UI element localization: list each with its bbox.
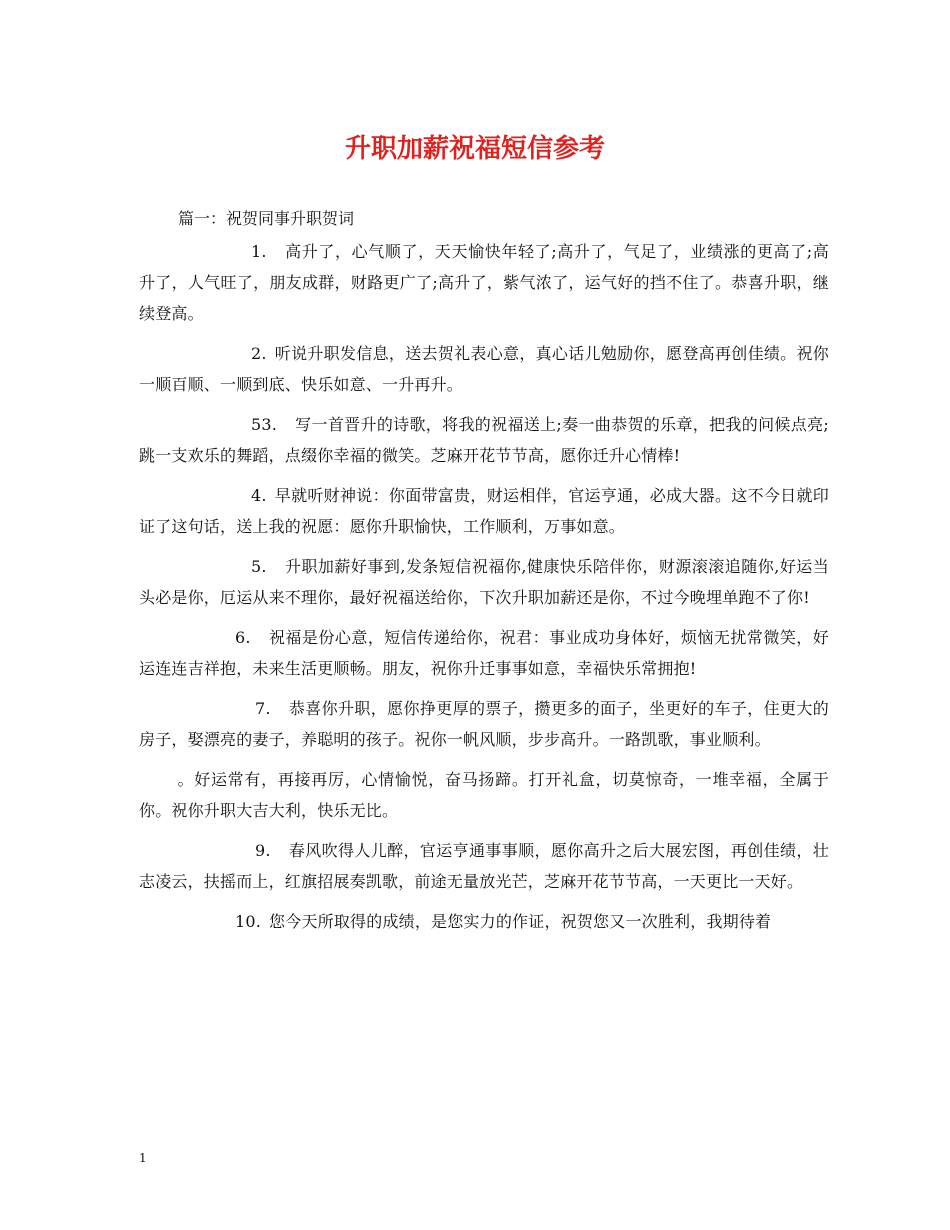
- document-title: 升职加薪祝福短信参考: [344, 134, 605, 164]
- paragraph-number: 10.: [235, 912, 262, 931]
- paragraph-number: 6.: [235, 628, 251, 647]
- paragraph-text: 您今天所取得的成绩，是您实力的作证，祝贺您又一次胜利，我期待着: [269, 912, 772, 931]
- paragraph-text: 祝福是份心意，短信传递给你，祝君：事业成功身体好，烦恼无扰常微笑，好运连连吉祥抱，未来生活更顺畅。朋友，祝你升迁事事如意，幸福快乐常拥抱!: [139, 628, 829, 678]
- page-number: 1: [139, 1151, 147, 1165]
- paragraph-number: 1.: [251, 242, 267, 261]
- paragraph: [139, 835, 829, 897]
- paragraph: [139, 480, 829, 542]
- paragraph-number: 7.: [255, 699, 271, 718]
- paragraph-text: 听说升职发信息，送去贺礼表心意，真心话儿勉励你，愿登高再创佳绩。祝你一顺百顺、一顺到底、快乐如意、一升再升。: [139, 344, 829, 394]
- paragraph: [139, 236, 829, 329]
- paragraph-text: 早就听财神说：你面带富贵，财运相伴，官运亨通，必成大器。这不今日就印证了这句话，送上我的祝愿：愿你升职愉快，工作顺利，万事如意。: [139, 486, 829, 536]
- paragraph-number: 4.: [251, 486, 267, 505]
- paragraph-text: 恭喜你升职，愿你挣更厚的票子，攒更多的面子，坐更好的车子，住更大的房子，娶漂亮的妻子，养聪明的孩子。祝你一帆风顺，步步高升。一路凯歌，事业顺利。: [139, 699, 829, 749]
- paragraph-number: 5.: [251, 557, 267, 576]
- paragraph-number: 2.: [251, 344, 267, 363]
- paragraph-text: 。好运常有，再接再厉，心情愉悦，奋马扬蹄。打开礼盒，切莫惊奇，一堆幸福，全属于你。祝你升职大吉大利，快乐无比。: [139, 770, 829, 820]
- paragraph-text: 写一首晋升的诗歌，将我的祝福送上;奏一曲恭贺的乐章，把我的问候点亮;跳一支欢乐的舞蹈，点缀你幸福的微笑。芝麻开花节节高，愿你迁升心情棒!: [139, 415, 829, 465]
- paragraph: [139, 551, 829, 613]
- paragraph: [139, 409, 829, 471]
- paragraph-number: 9.: [255, 841, 271, 860]
- paragraph-text: 春风吹得人儿醉，官运亨通事事顺，愿你高升之后大展宏图，再创佳绩，壮志凌云，扶摇而上，红旗招展奏凯歌，前途无量放光芒，芝麻开花节节高，一天更比一天好。: [139, 841, 829, 891]
- paragraph: [139, 338, 829, 400]
- paragraph: [139, 622, 829, 684]
- paragraph: [139, 906, 829, 937]
- paragraph-text: 高升了，心气顺了，天天愉快年轻了;高升了，气足了，业绩涨的更高了;高升了，人气旺了，朋友成群，财路更广了;高升了，紫气浓了，运气好的挡不住了。恭喜升职，继续登高。: [139, 242, 829, 323]
- paragraph: [139, 693, 829, 755]
- paragraph: [139, 764, 829, 826]
- paragraph-number: 53.: [251, 415, 278, 434]
- paragraph-text: 升职加薪好事到,发条短信祝福你,健康快乐陪伴你，财源滚滚追随你,好运当头必是你，厄运从来不理你，最好祝福送给你，下次升职加薪还是你，不过今晚埋单跑不了你!: [139, 557, 829, 607]
- section-heading: 篇一：祝贺同事升职贺词: [178, 209, 355, 228]
- paragraph-list: [139, 236, 829, 946]
